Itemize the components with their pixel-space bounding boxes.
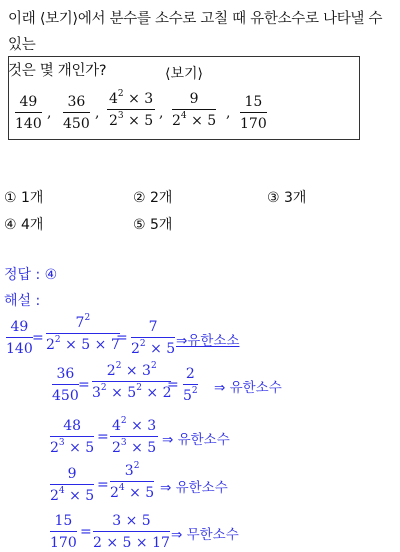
fraction-numerator: $4^2 \times 3$ bbox=[109, 89, 154, 107]
fraction bbox=[50, 465, 94, 505]
fraction bbox=[50, 512, 77, 552]
fraction-numerator: 3 × 5 bbox=[112, 513, 151, 529]
fraction-numerator: 7 bbox=[148, 319, 158, 335]
option-mark: ④ bbox=[4, 217, 17, 233]
fraction-numerator: 49 bbox=[19, 94, 38, 110]
fraction-denominator: 140 bbox=[15, 116, 42, 132]
fraction-numerator: 49 bbox=[10, 319, 29, 335]
fraction-bar bbox=[15, 112, 42, 113]
separator: , bbox=[95, 105, 100, 121]
fraction bbox=[131, 318, 175, 358]
result-text: ⇒ 유한소수 bbox=[214, 380, 282, 396]
fraction-bar bbox=[50, 436, 94, 437]
fraction-powers bbox=[107, 90, 155, 130]
fraction bbox=[110, 462, 154, 502]
option-text: 5개 bbox=[150, 217, 173, 233]
fraction-bar bbox=[107, 109, 155, 110]
option-mark: ③ bbox=[267, 190, 280, 206]
option-mark: ② bbox=[133, 190, 146, 206]
separator: , bbox=[47, 105, 52, 121]
equals: = bbox=[116, 330, 128, 346]
fraction-denominator: $2^2 \times 5 \times 7$ bbox=[46, 335, 120, 353]
fraction-numerator: 15 bbox=[54, 513, 73, 529]
fraction-bar bbox=[63, 112, 90, 113]
fraction bbox=[92, 362, 171, 402]
separator: , bbox=[226, 105, 231, 121]
fraction bbox=[50, 417, 94, 457]
equals: = bbox=[32, 330, 44, 346]
fraction-denominator: 170 bbox=[50, 535, 77, 551]
fraction-denominator: $2^3 \times 5$ bbox=[109, 111, 154, 129]
fraction bbox=[6, 318, 33, 358]
fraction-denominator: 2 × 5 × 17 bbox=[93, 535, 170, 551]
equals: = bbox=[80, 524, 92, 540]
fraction-numerator: $3^2$ bbox=[124, 461, 140, 479]
fraction-numerator: 15 bbox=[244, 94, 263, 110]
option-3[interactable] bbox=[267, 187, 306, 207]
fraction bbox=[52, 365, 79, 405]
fraction-numerator: $7^2$ bbox=[75, 313, 91, 331]
option-mark: ① bbox=[4, 190, 17, 206]
fraction-denominator: $2^3 \times 5$ bbox=[112, 438, 157, 456]
fraction-numerator: 48 bbox=[63, 418, 82, 434]
fraction-bar bbox=[50, 484, 94, 485]
fraction-bar bbox=[131, 337, 175, 338]
fraction-bar bbox=[240, 112, 267, 113]
option-text: 2개 bbox=[150, 190, 173, 206]
fraction-numerator: 36 bbox=[67, 94, 86, 110]
fraction-denominator: $5^2$ bbox=[183, 386, 198, 404]
answer-label: 정답 : ④ bbox=[4, 267, 58, 283]
fraction-denominator: 140 bbox=[6, 341, 33, 357]
option-text: 3개 bbox=[284, 190, 307, 206]
fraction-36-450 bbox=[63, 93, 90, 133]
fraction-numerator: 2 bbox=[185, 366, 195, 382]
equals: = bbox=[167, 377, 179, 393]
fraction-bar bbox=[92, 381, 171, 382]
fraction-denominator: $2^4 \times 5$ bbox=[172, 111, 217, 129]
fraction-denominator: 450 bbox=[63, 116, 90, 132]
option-2[interactable] bbox=[133, 187, 172, 207]
result-text: ⇒ 무한소수 bbox=[171, 527, 239, 543]
result-text: ⇒유한소소 bbox=[176, 333, 240, 349]
fraction-denominator: 170 bbox=[240, 116, 267, 132]
example-box-title: ⟨보기⟩ bbox=[165, 66, 203, 82]
fraction bbox=[110, 417, 158, 457]
fraction-denominator: $2^3 \times 5$ bbox=[50, 438, 95, 456]
fraction-bar bbox=[93, 531, 170, 532]
result-text: ⇒ 유한소수 bbox=[160, 480, 228, 496]
fraction bbox=[93, 512, 170, 552]
option-4[interactable] bbox=[4, 214, 43, 234]
question-line-1: 이래 ⟨보기⟩에서 분수를 소수로 고칠 때 유한소수로 나타낼 수 있는 bbox=[8, 11, 383, 53]
equals: = bbox=[78, 377, 90, 393]
fraction-numerator: 9 bbox=[67, 466, 77, 482]
fraction-numerator: $4^2 \times 3$ bbox=[112, 416, 157, 434]
option-1[interactable] bbox=[4, 187, 43, 207]
fraction-numerator: 36 bbox=[56, 366, 75, 382]
question-line-2: 것은 몇 개인가? bbox=[8, 63, 107, 79]
fraction-bar bbox=[6, 337, 33, 338]
example-box bbox=[8, 56, 360, 140]
fraction bbox=[183, 365, 198, 405]
fraction bbox=[46, 314, 120, 354]
option-5[interactable] bbox=[133, 214, 172, 234]
fraction-bar bbox=[110, 436, 158, 437]
option-mark: ⑤ bbox=[133, 217, 146, 233]
fraction-bar bbox=[110, 481, 154, 482]
result-text: ⇒ 유한소수 bbox=[162, 432, 230, 448]
fraction-denominator: $3^2 \times 5^2 \times 2$ bbox=[92, 383, 172, 401]
fraction-49-140 bbox=[15, 93, 42, 133]
fraction-bar bbox=[50, 531, 77, 532]
explanation-label: 해설 : bbox=[4, 293, 41, 309]
option-text: 1개 bbox=[21, 190, 44, 206]
fraction-numerator: 9 bbox=[189, 91, 199, 107]
fraction-9 bbox=[172, 90, 216, 130]
separator: , bbox=[159, 105, 164, 121]
fraction-denominator: $2^4 \times 5$ bbox=[110, 483, 155, 501]
fraction-bar bbox=[52, 384, 79, 385]
fraction-denominator: $2^4 \times 5$ bbox=[50, 486, 95, 504]
fraction-denominator: 450 bbox=[52, 388, 79, 404]
fraction-denominator: $2^2 \times 5$ bbox=[131, 339, 176, 357]
fraction-bar bbox=[183, 384, 198, 385]
equals: = bbox=[97, 477, 109, 493]
fraction-bar bbox=[172, 109, 216, 110]
fraction-numerator: $2^2 \times 3^2$ bbox=[106, 361, 157, 379]
equals: = bbox=[97, 429, 109, 445]
fraction-15-170 bbox=[240, 93, 267, 133]
option-text: 4개 bbox=[21, 217, 44, 233]
fraction-bar bbox=[46, 333, 120, 334]
